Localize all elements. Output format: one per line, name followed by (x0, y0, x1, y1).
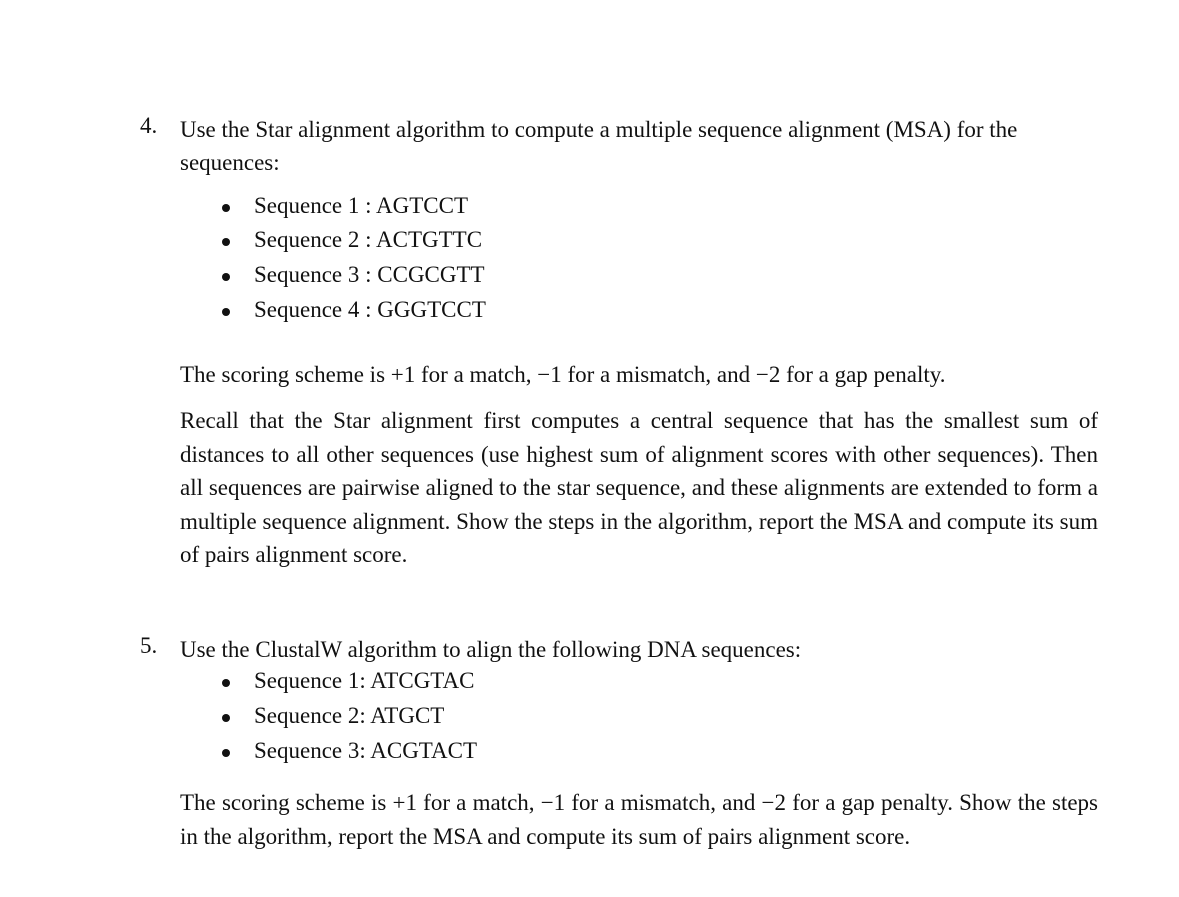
q4-seq-3: Sequence 3 : CCGCGTT (222, 262, 485, 288)
q5-number: 5. (140, 633, 158, 658)
q5-intro: Use the ClustalW algorithm to align the following DNA sequences: (180, 637, 802, 662)
q5-seq-1: Sequence 1: ATCGTAC (222, 668, 474, 694)
q4-number: 4. (140, 113, 158, 138)
q5-seq-3: Sequence 3: ACGTACT (222, 738, 477, 764)
q4-intro-line1: Use the Star alignment algorithm to compute a multiple sequence alignment (MSA) for the (180, 117, 1018, 142)
bullet-icon (222, 749, 230, 757)
q5-scoring: The scoring scheme is +1 for a match, −1 for a mismatch, and −2 for a gap penalty. Show the steps in the algorithm, report the MSA and compute its sum of pairs alignment score. (180, 790, 1098, 849)
bullet-icon (222, 679, 230, 687)
q4-recall: Recall that the Star alignment first computes a central sequence that has the smallest sum of distances to all other sequences (use highest sum of alignment scores with other sequences). Then all sequences are pairwise aligned to the star sequence, and these alignments are extended to form a multiple sequence alignment. Show the steps in the algorithm, report the MSA and compute its sum of pairs alignment score. (180, 408, 1098, 567)
q5-seq-2: Sequence 2: ATGCT (222, 703, 444, 729)
bullet-icon (222, 714, 230, 722)
q4-intro-line2: sequences: (180, 150, 280, 175)
q4-scoring: The scoring scheme is +1 for a match, −1 for a mismatch, and −2 for a gap penalty. (180, 362, 946, 387)
q4-seq-2: Sequence 2 : ACTGTTC (222, 227, 482, 253)
bullet-icon (222, 204, 230, 212)
q4-seq-4: Sequence 4 : GGGTCCT (222, 297, 486, 323)
bullet-icon (222, 273, 230, 281)
bullet-icon (222, 238, 230, 246)
q4-seq-1: Sequence 1 : AGTCCT (222, 193, 468, 219)
bullet-icon (222, 308, 230, 316)
